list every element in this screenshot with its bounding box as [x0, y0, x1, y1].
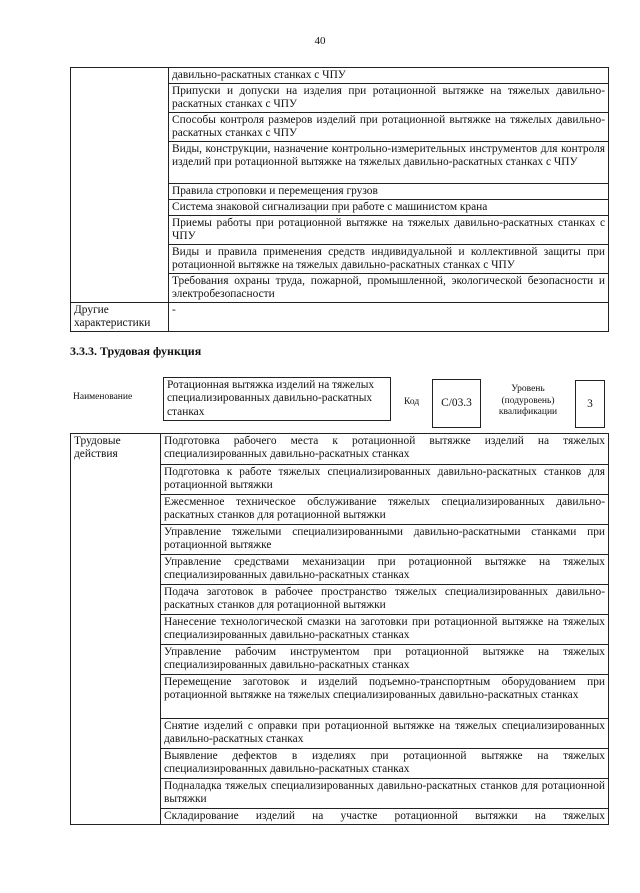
other-characteristics-value: - — [169, 303, 609, 332]
table-cell: Выявление дефектов в изделиях при ротационной вытяжке на тяжелых специализированных давильно-раскатных станках — [161, 749, 609, 779]
table-cell: Нанесение технологической смазки на заготовки при ротационной вытяжке на тяжелых специализированных давильно-раскатных станках — [161, 615, 609, 645]
table-cell: Управление тяжелыми специализированными давильно-раскатными станками при ротационной вытяжке — [161, 525, 609, 555]
table-cell: давильно-раскатных станках с ЧПУ — [169, 68, 609, 84]
labor-actions-table — [70, 433, 609, 825]
table-cell: Способы контроля размеров изделий при ротационной вытяжке на тяжелых давильно-раскатных станках с ЧПУ — [169, 113, 609, 142]
table-cell: Виды, конструкции, назначение контрольно-измерительных инструментов для контроля изделий при ротационной вытяжке на тяжелых давильно-раскатных станках с ЧПУ — [169, 142, 609, 184]
table-cell: Приемы работы при ротационной вытяжке на тяжелых давильно-раскатных станках с ЧПУ — [169, 216, 609, 245]
level-label: Уровень (подуровень) квалификации — [498, 384, 558, 417]
table-cell: Виды и правила применения средств индивидуальной и коллективной защиты при ротационной вытяжке на тяжелых давильно-раскатных станках с ЧПУ — [169, 245, 609, 274]
table-cell: Складирование изделий на участке ротационной вытяжки на тяжелых — [161, 809, 609, 825]
table-cell: Подготовка к работе тяжелых специализированных давильно-раскатных станков для ротационной вытяжки — [161, 465, 609, 495]
function-name-box: Ротационная вытяжка изделий на тяжелых специализированных давильно-раскатных станках — [163, 377, 391, 421]
table-cell: Подготовка рабочего места к ротационной вытяжке изделий на тяжелых специализированных давильно-раскатных станках — [161, 434, 609, 465]
table-cell: Управление средствами механизации при ротационной вытяжке на тяжелых специализированных давильно-раскатных станках — [161, 555, 609, 585]
table-cell: Снятие изделий с оправки при ротационной вытяжке на тяжелых специализированных давильно-раскатных станках — [161, 719, 609, 749]
left-cell-empty — [71, 68, 169, 303]
table-row — [71, 303, 609, 332]
table-cell: Ежесменное техническое обслуживание тяжелых специализированных давильно-раскатных станков для ротационной вытяжки — [161, 495, 609, 525]
table-cell: Правила строповки и перемещения грузов — [169, 184, 609, 200]
code-label: Код — [404, 397, 420, 407]
section-heading: 3.3.3. Трудовая функция — [70, 344, 202, 358]
knowledge-table — [70, 67, 609, 332]
labor-actions-label: Трудовые действия — [71, 434, 161, 825]
page-number: 40 — [314, 35, 326, 47]
table-cell: Перемещение заготовок и изделий подъемно-транспортным оборудованием при ротационной вытяжке на тяжелых специализированных давильно-раскатных станках — [161, 675, 609, 719]
table-cell: Подналадка тяжелых специализированных давильно-раскатных станков для ротационной вытяжки — [161, 779, 609, 809]
table-cell: Система знаковой сигнализации при работе с машинистом крана — [169, 200, 609, 216]
table-cell: Припуски и допуски на изделия при ротационной вытяжке на тяжелых давильно-раскатных станках с ЧПУ — [169, 84, 609, 113]
table-cell: Управление рабочим инструментом при ротационной вытяжке на тяжелых специализированных давильно-раскатных станках — [161, 645, 609, 675]
table-cell: Подача заготовок в рабочее пространство тяжелых специализированных давильно-раскатных станков для ротационной вытяжки — [161, 585, 609, 615]
table-row — [71, 434, 609, 465]
code-box: C/03.3 — [432, 379, 481, 428]
table-row — [71, 68, 609, 84]
name-label: Наименование — [73, 392, 133, 402]
other-characteristics-label: Другие характеристики — [71, 303, 169, 332]
table-cell: Требования охраны труда, пожарной, промышленной, экологической безопасности и электробезопасности — [169, 274, 609, 303]
level-box: 3 — [575, 380, 605, 428]
